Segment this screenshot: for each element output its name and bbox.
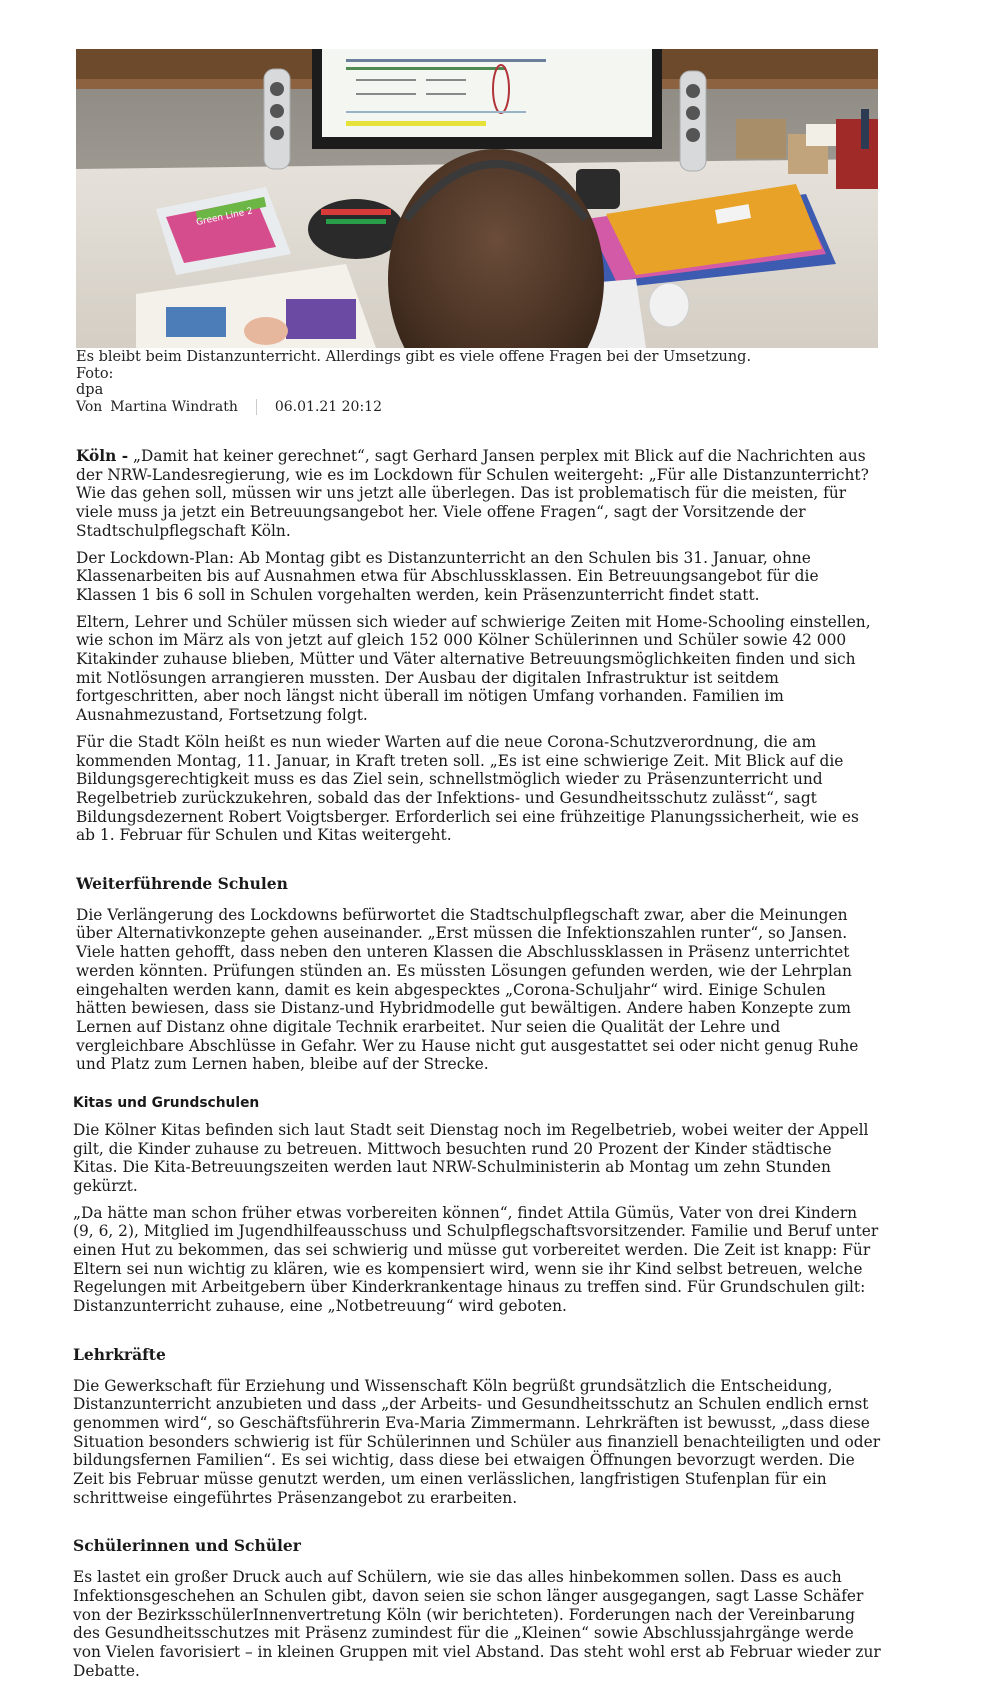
photo-credit: dpa [76, 382, 104, 398]
photo-credit-label: Foto: [76, 365, 114, 382]
article-body [73, 447, 881, 1688]
byline-prefix: Von [76, 399, 103, 415]
subheading-kitas-grundschulen: Kitas und Grundschulen [73, 1095, 260, 1112]
subheading-weiterfuehrende-schulen: Weiterführende Schulen [76, 874, 288, 894]
photo-caption-block [76, 349, 896, 399]
article-paragraph-lead [76, 447, 881, 541]
book-cover-text: Green Line 2 [195, 206, 254, 229]
article-paragraph: Die Gewerkschaft für Erziehung und Wissenschaft Köln begrüßt grundsätzlich die Entscheidung, Distanzunterricht anzubieten und dass „der Arbeits- und Gesundheitsschutz an Schulen endlich ernst genommen wird“, so Geschäftsführerin Eva-Maria Zimmermann. Lehrkräften ist bewusst, „dass diese Situation besonders schwierig ist für Schülerinnen und Schüler aus finanziell benachteiligten und oder bildungsfernen Familien“. Es sei wichtig, dass diese bei etwaigen Öffnungen bevorzugt werden. Die Zeit bis Februar müsse genutzt werden, um einen verlässlichen, langfristigen Stufenplan für ein schrittweise eingeführtes Präsenzangebot zu erarbeiten. [73, 1376, 881, 1507]
article-paragraph: Die Kölner Kitas befinden sich laut Stadt seit Dienstag noch im Regelbetrieb, wobei weiter der Appell gilt, die Kinder zuhause zu betreuen. Mittwoch besuchten rund 20 Prozent der Kinder städtische Kitas. Die Kita-Betreuungszeiten werden laut NRW-Schulministerin ab Montag um zehn Stunden gekürzt. [73, 1120, 869, 1195]
article-paragraph: Die Verlängerung des Lockdowns befürwortet die Stadtschulpflegschaft zwar, aber die Meinungen über Alternativkonzepte gehen auseinander. „Erst müssen die Infektionszahlen runter“, so Jansen. Viele hatten gehofft, dass neben den unteren Klassen die Abschlussklassen in Präsenz unterrichtet werden könnten. Prüfungen stünden an. Es müssten Lösungen gefunden werden, wie der Lehrplan eingehalten werden kann, damit es kein abgespecktes „Corona-Schuljahr“ wird. Einige Schulen hätten bewiesen, dass sie Distanz-und Hybridmodelle gut bewältigen. Andere haben Konzepte zum Lernen auf Distanz ohne digitale Technik erarbeitet. Nur seien die Qualität der Lehre und vergleichbare Abschlüsse in Gefahr. Wer zu Hause nicht gut ausgestattet sei oder nicht genug Ruhe und Platz zum Lernen haben, bleibe auf der Strecke. [76, 905, 859, 1074]
photo-caption: Es bleibt beim Distanzunterricht. Allerdings gibt es viele offene Fragen bei der Umsetzung. [76, 349, 752, 365]
home-schooling-photo [76, 49, 878, 348]
article-paragraph: Für die Stadt Köln heißt es nun wieder Warten auf die neue Corona-Schutzverordnung, die am kommenden Montag, 11. Januar, in Kraft treten soll. „Es ist eine schwierige Zeit. Mit Blick auf die Bildungsgerechtigkeit muss es das Ziel sein, schnellstmöglich wieder zu Präsenzunterricht und Regelbetrieb zurückzukehren, sobald das der Infektions- und Gesundheitsschutz zulässt“, sagt Bildungsdezernent Robert Voigtsberger. Erforderlich sei eine frühzeitige Planungssicherheit, wie es ab 1. Februar für Schulen und Kitas weitergeht. [76, 732, 859, 845]
byline-divider [256, 399, 257, 415]
dateline: Köln - [76, 447, 129, 465]
author-name: Martina Windrath [110, 399, 238, 415]
article-paragraph: Es lastet ein großer Druck auch auf Schülern, wie sie das alles hinbekommen sollen. Dass es auch Infektionsgeschehen an Schulen gibt, davon seien sie schon länger ausgegangen, sagt Lasse Schäfer von der BezirksschülerInnenvertretung Köln (wir berichteten). Forderungen nach der Vereinbarung des Gesundheitsschutzes mit Präsenz zumindest für die „Kleinen“ sowie Abschlussjahrgänge werde von Vielen favorisiert – in kleinen Gruppen mit viel Abstand. Das steht wohl erst ab Februar wieder zur Debatte. [73, 1568, 881, 1680]
article-photo [76, 49, 878, 348]
article-paragraph: Der Lockdown-Plan: Ab Montag gibt es Distanzunterricht an den Schulen bis 31. Januar, ohne Klassenarbeiten bis auf Ausnahmen etwa für Abschlussklassen. Ein Betreuungsangebot für die Klassen 1 bis 6 soll in Schulen vorgehalten werden, kein Präsenzunterricht findet statt. [76, 548, 819, 604]
article-paragraph: „Da hätte man schon früher etwas vorbereiten können“, findet Attila Gümüs, Vater von drei Kindern (9, 6, 2), Mitglied im Jugendhilfeausschuss und Schulpflegschaftsvorsitzender. Familie und Beruf unter einen Hut zu bekommen, das sei schwierig und müsse gut vorbereitet werden. Die Zeit ist knapp: Für Eltern sei nun wichtig zu klären, wie es kompensiert wird, wenn sie ihr Kind selbst betreuen, welche Regelungen mit Arbeitgebern über Kinderkrankentage hinaus zu treffen sind. Für Grundschulen gilt: Distanzunterricht zuhause, eine „Notbetreuung“ wird geboten. [73, 1203, 879, 1316]
paragraph-1-text: „Damit hat keiner gerechnet“, sagt Gerhard Jansen perplex mit Blick auf die Nachrichten aus der NRW-Landesregierung, wie es im Lockdown für Schulen weitergeht: „Für alle Distanzunterricht? Wie das gehen soll, müssen wir uns jetzt alle überlegen. Das ist problematisch für die meisten, für viele muss ja jetzt ein Betreuungsangebot her. Viele offene Fragen“, sagt der Vorsitzende der Stadtschulpflegschaft Köln. [76, 447, 869, 540]
subheading-schuelerinnen-schueler: Schülerinnen und Schüler [73, 1536, 301, 1556]
article-paragraph: Eltern, Lehrer und Schüler müssen sich wieder auf schwierige Zeiten mit Home-Schooling einstellen, wie schon im März als von jetzt auf gleich 152 000 Kölner Schülerinnen und Schüler sowie 42 000 Kitakinder zuhause blieben, Mütter und Väter alternative Betreuungsmöglichkeiten finden und sich mit Notlösungen arrangieren mussten. Der Ausbau der digitalen Infrastruktur ist seitdem fortgeschritten, aber noch längst nicht überall im nötigen Umfang vorhanden. Familien im Ausnahmezustand, Fortsetzung folgt. [76, 612, 871, 725]
publish-datetime: 06.01.21 20:12 [274, 399, 382, 415]
byline [76, 399, 382, 415]
subheading-lehrkraefte: Lehrkräfte [73, 1344, 166, 1364]
